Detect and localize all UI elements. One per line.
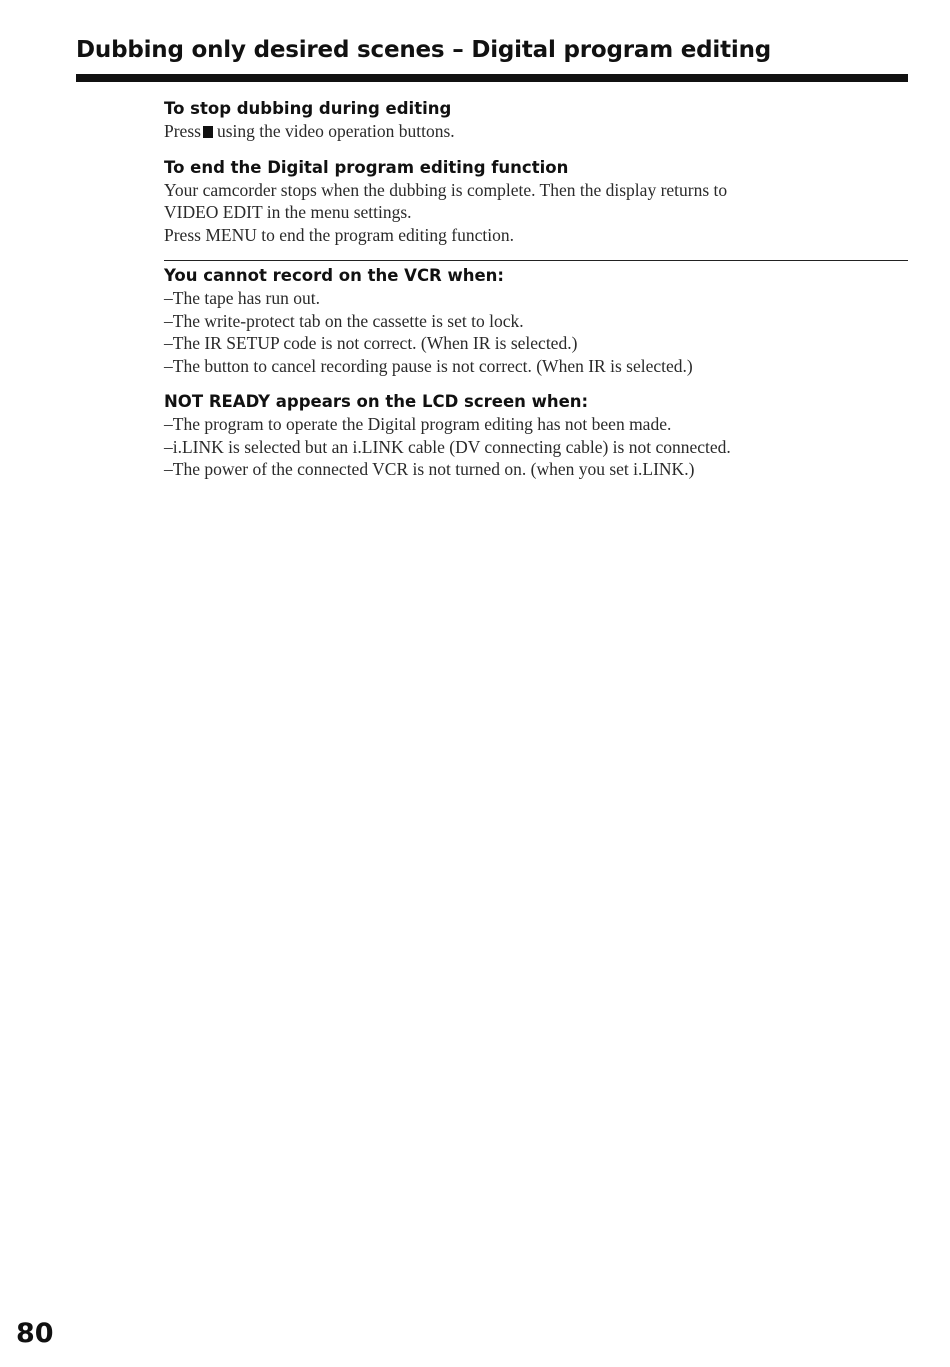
body-line: VIDEO EDIT in the menu settings.: [164, 202, 412, 222]
page-number: 80: [16, 1318, 54, 1349]
note-item: –i.LINK is selected but an i.LINK cable (DV connecting cable) is not connected.: [164, 436, 731, 457]
body-text: using the video operation buttons.: [216, 121, 455, 141]
page-title: Dubbing only desired scenes – Digital program editing: [76, 37, 772, 63]
note-item: –The IR SETUP code is not correct. (When IR is selected.): [164, 333, 578, 353]
page-header: [76, 34, 908, 66]
note-item: –The tape has run out.: [164, 288, 320, 308]
note-heading: You cannot record on the VCR when:: [164, 266, 505, 285]
notes-box: [164, 260, 908, 481]
note-item: –The button to cancel recording pause is not correct. (When IR is selected.): [164, 355, 693, 376]
body-line: Your camcorder stops when the dubbing is complete. Then the display returns to: [164, 179, 728, 200]
stop-icon: [203, 126, 213, 138]
main-content: [164, 98, 908, 495]
body-line: [164, 120, 908, 143]
section-heading: To end the Digital program editing function: [164, 157, 569, 177]
note-not-ready: [164, 391, 908, 481]
title-rule: [76, 74, 908, 82]
section-stop-dubbing: [164, 98, 908, 143]
body-text: Press: [164, 121, 201, 141]
note-item: –The write-protect tab on the cassette is set to lock.: [164, 310, 524, 331]
section-heading: To stop dubbing during editing: [164, 99, 452, 118]
body-line: Press MENU to end the program editing function.: [164, 224, 514, 245]
note-heading: NOT READY appears on the LCD screen when:: [164, 392, 589, 411]
note-item: –The program to operate the Digital program editing has not been made.: [164, 414, 672, 434]
note-cannot-record: [164, 265, 908, 377]
section-end-function: [164, 157, 908, 247]
note-item: –The power of the connected VCR is not turned on. (when you set i.LINK.): [164, 459, 695, 479]
